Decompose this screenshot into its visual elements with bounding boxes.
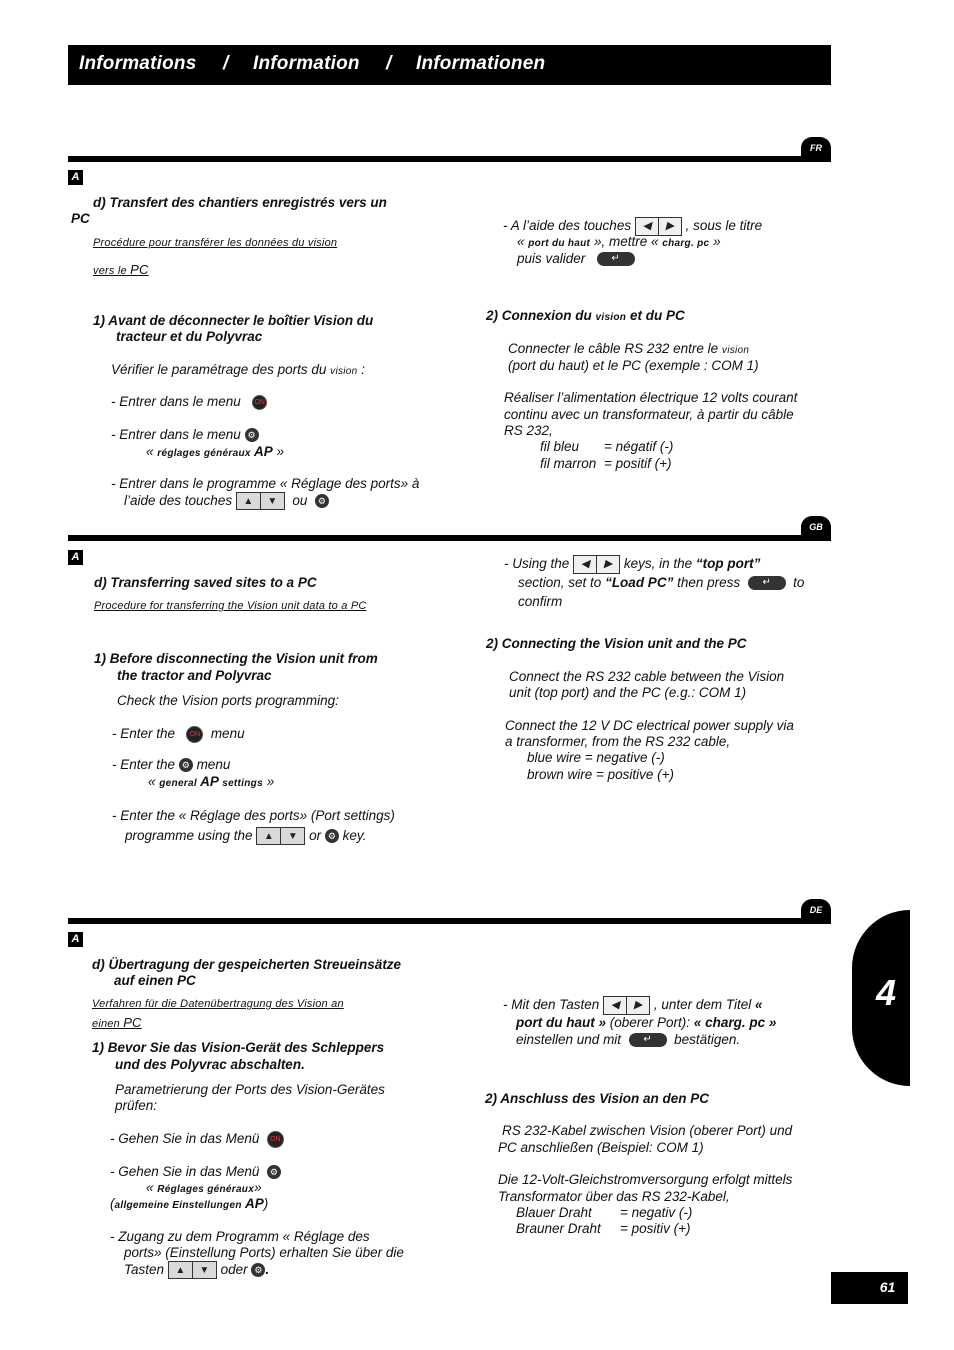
de-section-title: d) Übertragung der gespeicherten Streueinsätze: [92, 957, 402, 972]
fr-wire-blue: fil bleu: [540, 439, 580, 454]
gb-menu-step-1: - Enter the ON menu: [112, 726, 245, 741]
lang-badge-fr: FR: [801, 137, 831, 159]
de-arrows-step-cont2: einstellen und mit ↵ bestätigen.: [516, 1032, 741, 1047]
up-down-keys-icon: ▲ ▼: [256, 827, 305, 845]
gear-key-icon: ⚙: [251, 1263, 265, 1277]
header-separator: /: [223, 53, 229, 74]
fr-step2-heading: 2) Connexion du vision et du PC: [486, 308, 685, 323]
de-arrows-step: - Mit den Tasten ◀ ▶ , unter dem Titel «: [503, 996, 763, 1015]
section-letter-badge: A: [68, 550, 83, 565]
gb-wire-brown: brown wire = positive (+): [527, 767, 675, 782]
gb-program-step: - Enter the « Réglage des ports» (Port settings): [112, 808, 395, 823]
fr-program-step-cont: l’aide des touches ▲ ▼ ou ⚙: [124, 492, 329, 510]
de-program-step-cont: ports» (Einstellung Ports) erhalten Sie über die: [124, 1245, 404, 1260]
gb-arrows-step: - Using the ◀ ▶ keys, in the “top port”: [504, 555, 760, 574]
header-title-fr: Informations: [79, 53, 197, 74]
de-menu-step-1: - Gehen Sie in das Menü ON: [110, 1130, 284, 1148]
de-procedure-heading-cont: einen PC: [92, 1015, 142, 1030]
enter-key-icon: ↵: [629, 1033, 667, 1047]
fr-section-title: d) Transfert des chantiers enregistrés vers un: [93, 195, 387, 210]
gb-arrows-step-cont: section, set to “Load PC” then press ↵ to: [518, 575, 805, 590]
left-right-keys-icon: ◀ ▶: [573, 555, 620, 574]
page-number: 61: [879, 1279, 896, 1295]
de-menu-step-2: - Gehen Sie in das Menü ⚙: [110, 1163, 281, 1180]
left-right-keys-icon: ◀ ▶: [635, 217, 682, 236]
gb-step2-heading: 2) Connecting the Vision unit and the PC: [486, 636, 747, 651]
gb-connect-text: Connect the RS 232 cable between the Vision: [509, 669, 785, 684]
chapter-number: 4: [876, 972, 897, 1013]
de-procedure-heading: Verfahren für die Datenübertragung des Vision an: [92, 998, 344, 1010]
fr-menu-step-2-sub: « réglages généraux AP »: [146, 444, 285, 459]
de-step1-heading: 1) Bevor Sie das Vision-Gerät des Schleppers: [92, 1040, 385, 1055]
de-power-text: Die 12-Volt-Gleichstromversorgung erfolgt mittels: [498, 1172, 793, 1187]
up-down-keys-icon: ▲ ▼: [236, 492, 285, 510]
gb-arrows-step-cont2: confirm: [518, 594, 563, 609]
lang-badge-de: DE: [801, 899, 831, 921]
fr-step1-heading-cont: tracteur et du Polyvrac: [116, 329, 263, 344]
lang-badge-gb: GB: [801, 516, 831, 538]
fr-arrows-step-cont2: puis valider ↵: [517, 250, 635, 267]
up-down-keys-icon: ▲ ▼: [168, 1261, 217, 1279]
page-number-box: [831, 1272, 908, 1304]
fr-wire-blue-value: = négatif (-): [604, 439, 674, 454]
fr-arrows-step-cont: « port du haut », mettre « charg. pc »: [517, 234, 721, 249]
gb-power-text: Connect the 12 V DC electrical power supply via: [505, 718, 794, 733]
de-step1-heading-cont: und des Polyvrac abschalten.: [115, 1057, 305, 1072]
section-divider: [68, 918, 831, 924]
section-letter-badge: A: [68, 170, 83, 185]
enter-key-icon: ↵: [597, 252, 635, 266]
section-divider: [68, 156, 831, 162]
de-wire-blue-value: = negativ (-): [620, 1205, 693, 1220]
fr-power-text-cont: continu avec un transformateur, à partir du câble: [504, 407, 794, 422]
power-key-icon: ON: [186, 726, 203, 743]
de-wire-brown: Brauner Draht: [516, 1221, 601, 1236]
header-title-de: Informationen: [416, 53, 546, 74]
header-bar: [68, 45, 831, 85]
fr-procedure-heading: Procédure pour transférer les données du vision: [93, 237, 338, 249]
fr-wire-brown-value: = positif (+): [604, 456, 672, 471]
fr-section-title-cont: PC: [71, 211, 90, 226]
header-title-gb: Information: [253, 53, 360, 74]
fr-power-text: Réaliser l’alimentation électrique 12 volts courant: [504, 390, 798, 405]
gb-step1-heading-cont: the tractor and Polyvrac: [117, 668, 272, 683]
gear-key-icon: ⚙: [179, 758, 193, 772]
gb-program-step-cont: programme using the ▲ ▼ or ⚙ key.: [125, 827, 366, 845]
fr-menu-step-2: - Entrer dans le menu ⚙: [111, 426, 259, 443]
fr-connect-text: Connecter le câble RS 232 entre le vision: [508, 341, 750, 356]
fr-power-text-cont2: RS 232,: [504, 423, 553, 438]
fr-check-text: Vérifier le paramétrage des ports du vision :: [111, 362, 366, 377]
fr-connect-text-cont: (port du haut) et le PC (exemple : COM 1): [508, 358, 759, 373]
gb-wire-blue: blue wire = negative (-): [527, 750, 665, 765]
de-wire-blue: Blauer Draht: [516, 1205, 592, 1220]
de-connect-text-cont: PC anschließen (Beispiel: COM 1): [498, 1140, 704, 1155]
power-key-icon: ON: [267, 1131, 284, 1148]
de-param-text-cont: prüfen:: [115, 1098, 158, 1113]
gb-check-text: Check the Vision ports programming:: [117, 693, 339, 708]
de-wire-brown-value: = positiv (+): [620, 1221, 691, 1236]
section-letter-badge: A: [68, 932, 83, 947]
gb-menu-step-2-sub: « general AP settings »: [148, 774, 275, 789]
de-menu-step-2-sub: « Réglages généraux»: [146, 1180, 262, 1195]
header-separator: /: [386, 53, 392, 74]
fr-program-step: - Entrer dans le programme « Réglage des ports» à: [111, 476, 420, 491]
de-param-text: Parametrierung der Ports des Vision-Gerätes: [115, 1082, 385, 1097]
fr-arrows-step: - A l’aide des touches ◀ ▶ , sous le titre: [503, 217, 762, 236]
enter-key-icon: ↵: [748, 576, 786, 590]
power-key-icon: ON: [252, 395, 267, 410]
left-right-keys-icon: ◀ ▶: [603, 996, 650, 1015]
section-divider: [68, 535, 831, 541]
fr-procedure-heading-cont: vers le PC: [93, 262, 149, 277]
de-menu-step-2-sub2: (allgemeine Einstellungen AP): [110, 1196, 269, 1211]
chapter-tab: [852, 910, 910, 1086]
de-program-step-cont2: Tasten ▲ ▼ oder ⚙ .: [124, 1261, 269, 1279]
de-arrows-step-cont: port du haut » (oberer Port): « charg. pc »: [516, 1015, 777, 1030]
de-section-title-cont: auf einen PC: [114, 973, 196, 988]
gb-power-text-cont: a transformer, from the RS 232 cable,: [505, 734, 731, 749]
gb-section-title: d) Transferring saved sites to a PC: [94, 575, 317, 590]
de-power-text-cont: Transformator über das RS 232-Kabel,: [498, 1189, 730, 1204]
gb-connect-text-cont: unit (top port) and the PC (e.g.: COM 1): [509, 685, 747, 700]
de-program-step: - Zugang zu dem Programm « Réglage des: [110, 1229, 370, 1244]
gear-key-icon: ⚙: [245, 428, 259, 442]
fr-wire-brown: fil marron: [540, 456, 597, 471]
de-connect-text: RS 232-Kabel zwischen Vision (oberer Port) und: [502, 1123, 793, 1138]
de-step2-heading: 2) Anschluss des Vision an den PC: [485, 1091, 710, 1106]
gb-menu-step-2: - Enter the ⚙ menu: [112, 757, 231, 772]
gb-procedure-heading: Procedure for transferring the Vision unit data to a PC: [94, 600, 367, 612]
gear-key-icon: ⚙: [325, 829, 339, 843]
gear-key-icon: ⚙: [267, 1165, 281, 1179]
fr-menu-step-1: - Entrer dans le menu ON: [111, 393, 267, 410]
gear-key-icon: ⚙: [315, 494, 329, 508]
gb-step1-heading: 1) Before disconnecting the Vision unit from: [94, 651, 378, 666]
fr-step1-heading: 1) Avant de déconnecter le boîtier Vision du: [93, 313, 374, 328]
